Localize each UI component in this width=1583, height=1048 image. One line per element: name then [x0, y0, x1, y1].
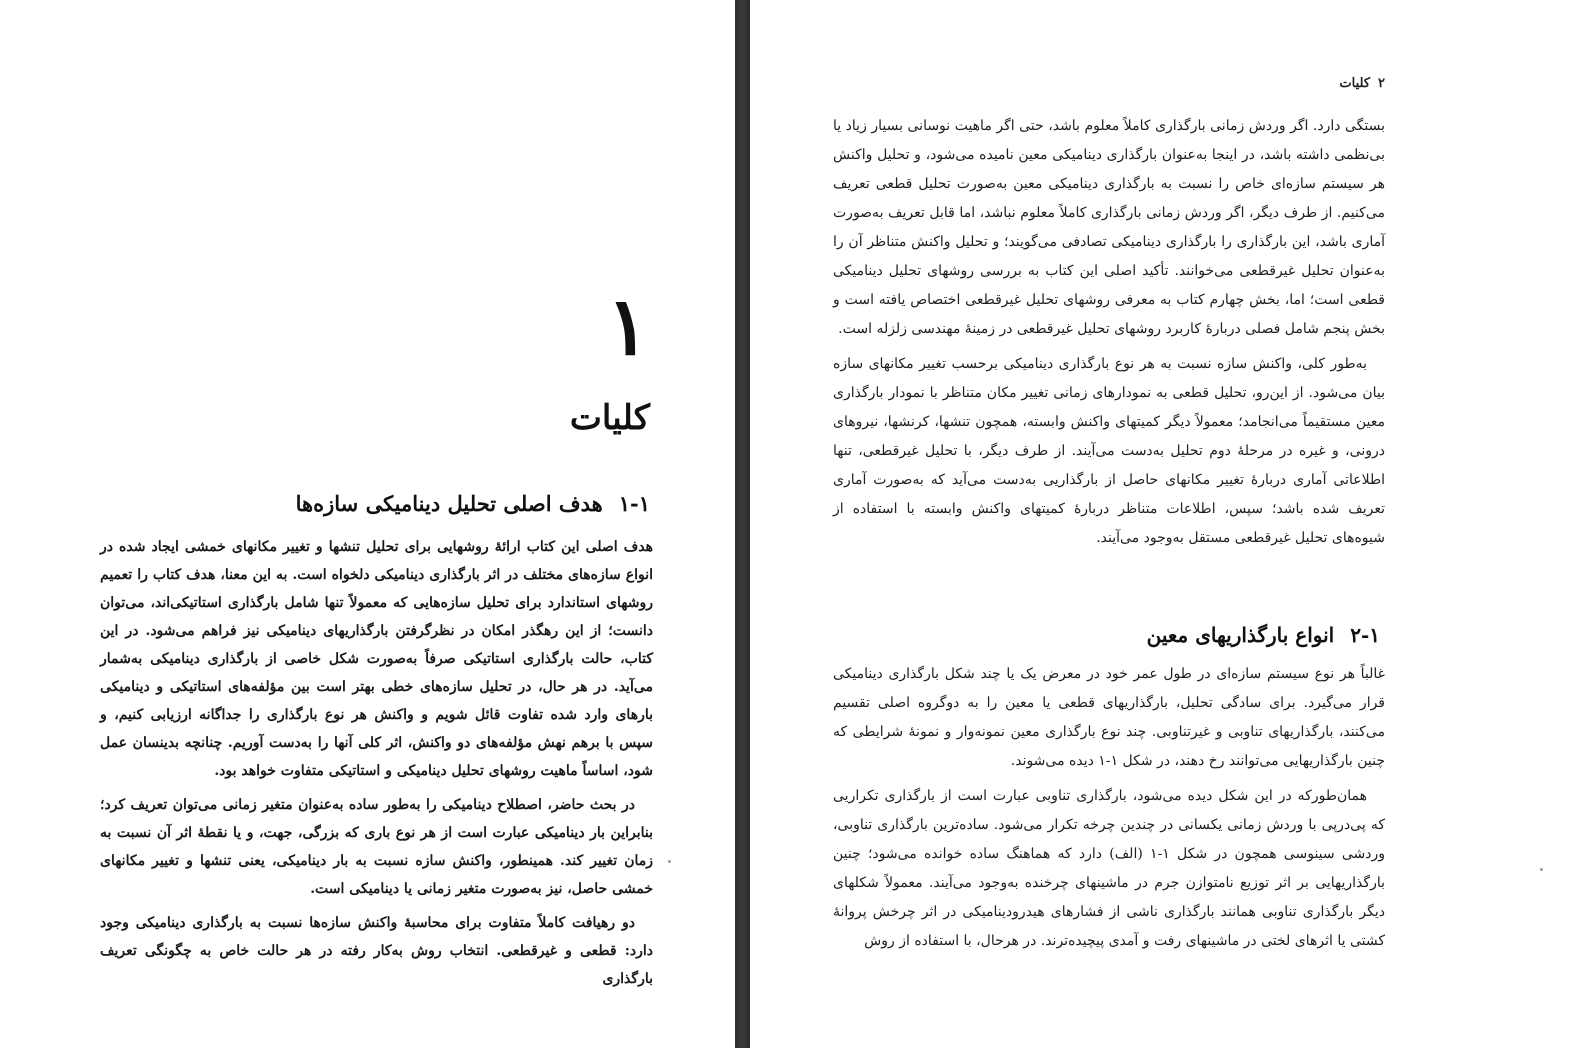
- section-title: هدف اصلی تحلیل دینامیکی سازه‌ها: [295, 491, 603, 516]
- running-head-title: کلیات: [1339, 76, 1371, 91]
- right-body-text-bottom: [833, 660, 1385, 962]
- book-gutter: [735, 0, 750, 1048]
- left-page: [0, 0, 735, 1048]
- paragraph: دو رهیافت کاملاً متفاوت برای محاسبهٔ واکنش سازه‌ها نسبت به بارگذاری دینامیکی وجود دارد: قطعی و غیرقطعی. انتخاب روش به‌کار رفته در هر حالت خاص به چگونگی تعریف بارگذاری: [100, 915, 653, 987]
- scan-speck: [1540, 868, 1543, 871]
- scan-speck: [668, 860, 671, 863]
- section-heading: [960, 620, 1380, 650]
- paragraph: به‌طور کلی، واکنش سازه نسبت به هر نوع بارگذاری دینامیکی برحسب تغییر مکانهای سازه بیان می‌شود. از این‌رو، تحلیل قطعی به نمودارهای زمانی تغییر مکان متناظر با نمودار بارگذاری معین مستقیماً می‌انجامد؛ معمولاً دیگر کمیتهای واکنش وابسته، همچون تنشها، کرنشها، نیروهای درونی، و غیره در مرحلهٔ دوم تحلیل به‌دست می‌آیند. از طرف دیگر، با تحلیل غیرقطعی، تنها اطلاعاتی آماری دربارهٔ تغییر مکانهای حاصل از بارگذاریی به‌دست می‌آید که به‌صورت آماری تعریف شده باشد؛ سپس، اطلاعات متناظر دربارهٔ کمیتهای واکنش وابسته با استفاده از شیوه‌های تحلیل غیرقطعی مستقل به‌وجود می‌آیند.: [833, 356, 1385, 546]
- right-body-text-top: [833, 112, 1385, 559]
- paragraph: بستگی دارد. اگر وردش زمانی بارگذاری کاملاً معلوم باشد، حتی اگر ماهیت نوسانی بسیار زیاد یا بی‌نظمی داشته باشد، در اینجا به‌عنوان بارگذاری دینامیکی معین نامیده می‌شود، و تحلیل واکنش هر سیستم سازه‌ای خاص را نسبت به بارگذاری دینامیکی معین به‌صورت تحلیل قطعی تعریف می‌کنیم. از طرف دیگر، اگر وردش زمانی بارگذاری کاملاً معلوم نباشد، اما قابل تعریف به‌صورت آماری باشد، این بارگذاری را بارگذاری دینامیکی تصادفی می‌گویند؛ و تحلیل واکنش متناظر آن را به‌عنوان تحلیل غیرقطعی می‌خوانند. تأکید اصلی این کتاب به بررسی روشهای تحلیل دینامیکی قطعی است؛ اما، بخش چهارم کتاب به معرفی روشهای تحلیل غیرقطعی اختصاص یافته است و بخش پنجم شامل فصلی دربارهٔ کاربرد روشهای تحلیل غیرقطعی در زمینهٔ مهندسی زلزله است.: [833, 118, 1385, 337]
- paragraph: در بحث حاضر، اصطلاح دینامیکی را به‌طور ساده به‌عنوان متغیر زمانی می‌توان تعریف کرد؛ بنابراین بار دینامیکی عبارت است از هر نوع باری که بزرگی، جهت، و یا نقطهٔ اثر آن نسبت به زمان تغییر کند. همینطور، واکنش سازه نسبت به بار دینامیکی، یعنی تنشها و تغییر مکانهای خمشی حاصل، نیز به‌صورت متغیر زمانی یا دینامیکی است.: [100, 797, 653, 897]
- running-head: [1230, 76, 1385, 91]
- section-number: ۲-۱: [1350, 623, 1380, 647]
- paragraph: غالباً هر نوع سیستم سازه‌ای در طول عمر خود در معرض یک یا چند شکل بارگذاری دینامیکی قرار می‌گیرد. برای سادگی تحلیل، بارگذاریهای قطعی یا معین را به دوگروه اصلی تقسیم می‌کنند، بارگذاریهای تناوبی و غیرتناوبی. چند نوع بارگذاری معین نمونه‌وار و نمونهٔ شرایطی که چنین بارگذاریهایی می‌توانند رخ دهند، در شکل ۱-۱ دیده می‌شوند.: [833, 666, 1385, 769]
- paragraph: همان‌طورکه در این شکل دیده می‌شود، بارگذاری تناوبی عبارت است از بارگذاری تکراریی که پی‌درپی با وردش زمانی یکسانی در چندین چرخه تکرار می‌شود. ساده‌ترین بارگذاری تناوبی، وردشی سینوسی همچون در شکل ۱-۱ (الف) دارد که هماهنگ ساده خوانده می‌شود؛ چنین بارگذاریهایی بر اثر توزیع نامتوازن جرم در ماشینهای چرخنده به‌وجود می‌آیند. معمولاً شکلهای دیگر بارگذاری تناوبی همانند بارگذاری ناشی از فشارهای هیدرودینامیکی در اثر چرخش پروانهٔ کشتی یا اثرهای لختی در ماشینهای رفت و آمدی پیچیده‌ترند. در هرحال، با استفاده از روش: [833, 788, 1385, 949]
- section-heading: [150, 489, 650, 519]
- section-number: ۱-۱: [618, 491, 650, 516]
- chapter-number: ۱: [606, 279, 650, 373]
- paragraph: هدف اصلی این کتاب ارائهٔ روشهایی برای تحلیل تنشها و تغییر مکانهای خمشی ایجاد شده در انواع سازه‌های مختلف در اثر بارگذاری دینامیکی دلخواه است. به این معنا، هدف کتاب را تعمیم روشهای استاندارد برای تحلیل سازه‌هایی که معمولاً تنها شامل بارگذاری استاتیکی‌اند، می‌توان دانست؛ از این رهگذر امکان در نظرگرفتن بارگذاریهای دینامیکی نیز فراهم می‌شود. در این کتاب، حالت بارگذاری استاتیکی صرفاً به‌صورت شکل خاصی از بارگذاری دینامیکی به‌شمار می‌آید. در هر حال، در تحلیل سازه‌های خطی بهتر است بین مؤلفه‌های استاتیکی و دینامیکی بارهای وارد شده تفاوت قائل شویم و واکنش هر نوع بارگذاری را جداگانه ارزیابی کنیم، و سپس با برهم نهش مؤلفه‌های دو واکنش، اثر کلی آنها را به‌دست آوریم. چنانچه بدینسان عمل شود، اساساً ماهیت روشهای تحلیل دینامیکی و استاتیکی متفاوت خواهد بود.: [100, 539, 653, 779]
- section-title: انواع بارگذاریهای معین: [1146, 623, 1335, 647]
- page-number: ۲: [1378, 76, 1385, 91]
- chapter-title: کلیات: [569, 398, 650, 438]
- left-body-text: [100, 533, 653, 999]
